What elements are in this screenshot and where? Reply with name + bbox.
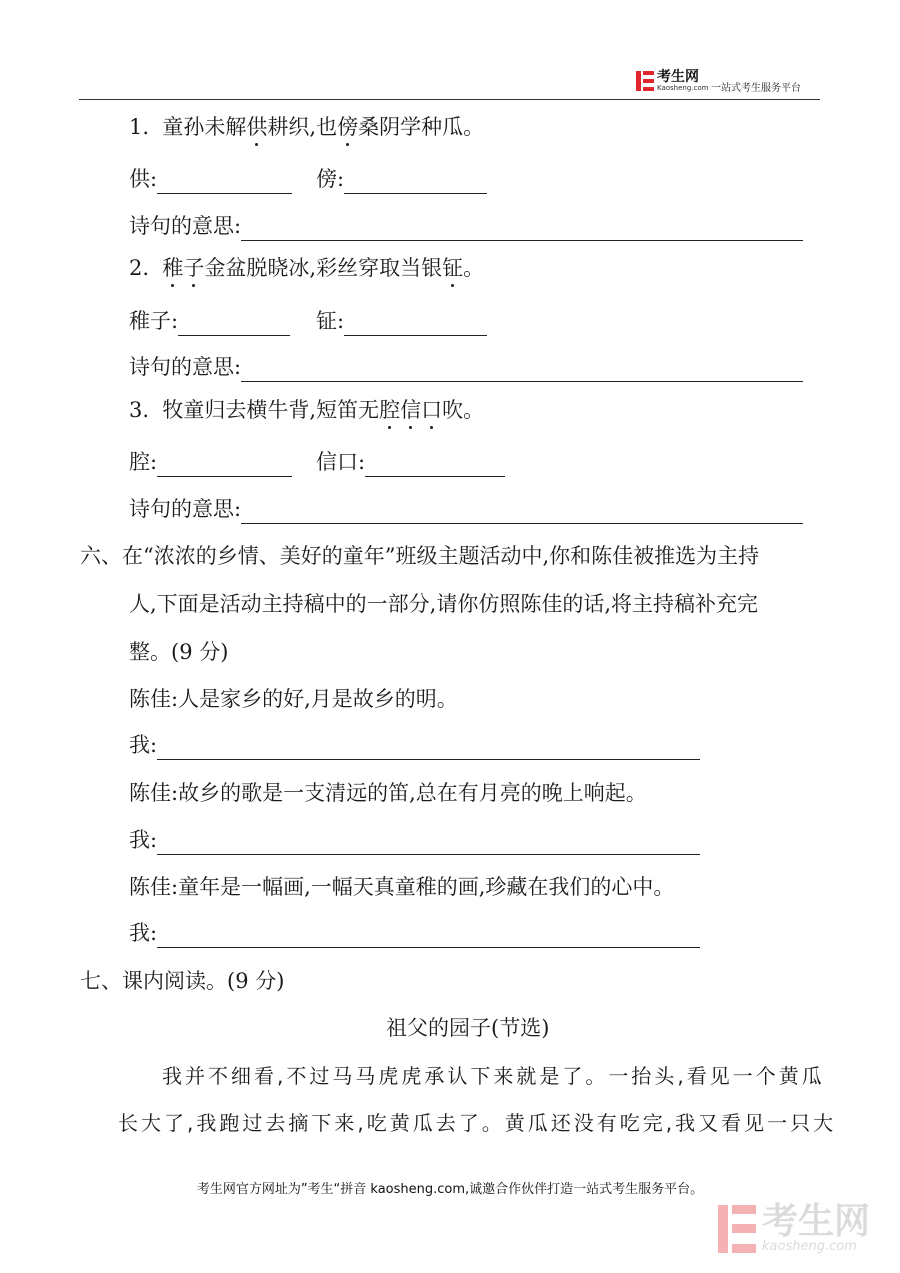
poem-1-word-2: 傍: xyxy=(316,164,487,194)
q7-heading: 七、课内阅读。(9 分) xyxy=(80,969,285,993)
reading-paragraph-line-2: 长大了,我跑过去摘下来,吃黄瓜去了。黄瓜还没有吃完,我又看见一只大 xyxy=(118,1111,837,1135)
q6-chenjia-3: 陈佳:童年是一幅画,一幅天真童稚的画,珍藏在我们的心中。 xyxy=(129,875,675,899)
q6-prompt-line-2: 人,下面是活动主持稿中的一部分,请你仿照陈佳的话,将主持稿补充完 xyxy=(129,592,759,616)
poem-3-line: 3. 牧童归去横牛背,短笛无腔信口吹。 xyxy=(129,398,485,422)
answer-blank[interactable] xyxy=(157,925,700,948)
answer-blank[interactable] xyxy=(157,171,292,194)
emphasis-char: 傍 xyxy=(337,115,359,139)
logo-domain: Kaosheng.com xyxy=(657,84,709,92)
q6-prompt-line-3: 整。(9 分) xyxy=(129,640,229,664)
reading-title: 祖父的园子(节选) xyxy=(386,1016,550,1040)
kaosheng-watermark-icon xyxy=(718,1205,756,1253)
logo-name: 考生网 xyxy=(657,69,699,85)
footer-note: 考生网官方网址为”考生“拼音 kaosheng.com,诚邀合作伙伴打造一站式考生服务平台。 xyxy=(196,1182,704,1197)
poem-1-meaning: 诗句的意思: xyxy=(129,211,803,241)
q6-chenjia-2: 陈佳:故乡的歌是一支清远的笛,总在有月亮的晚上响起。 xyxy=(129,781,647,805)
answer-blank[interactable] xyxy=(344,171,487,194)
answer-blank[interactable] xyxy=(157,454,292,477)
emphasis-char: 供 xyxy=(246,115,268,139)
answer-blank[interactable] xyxy=(241,359,803,382)
q6-chenjia-1: 陈佳:人是家乡的好,月是故乡的明。 xyxy=(129,687,458,711)
q6-answer-1: 我: xyxy=(129,730,700,760)
answer-blank[interactable] xyxy=(157,737,700,760)
watermark-name: 考生网 xyxy=(762,1201,871,1242)
answer-blank[interactable] xyxy=(178,313,290,336)
poem-1-line: 1. 童孙未解供耕织,也傍桑阴学种瓜。 xyxy=(129,115,485,139)
header-divider xyxy=(79,99,820,100)
poem-3-word-1: 腔: xyxy=(129,447,292,477)
q6-answer-2: 我: xyxy=(129,825,700,855)
q6-answer-3: 我: xyxy=(129,918,700,948)
emphasis-char: 腔 xyxy=(379,398,401,422)
watermark xyxy=(718,1201,871,1254)
reading-paragraph-line-1: 我并不细看,不过马马虎虎承认下来就是了。一抬头,看见一个黄瓜 xyxy=(162,1064,825,1088)
kaosheng-logo-icon xyxy=(636,71,654,91)
poem-2-word-2: 钲: xyxy=(316,306,487,336)
emphasis-char: 钲 xyxy=(442,256,464,280)
emphasis-char: 稚 xyxy=(162,256,184,280)
answer-blank[interactable] xyxy=(241,218,803,241)
header-logo xyxy=(636,70,709,92)
header-tagline: 一站式考生服务平台 xyxy=(711,83,801,94)
watermark-domain: kaosheng.com xyxy=(762,1239,857,1254)
poem-2-line: 2. 稚子金盆脱晓冰,彩丝穿取当银钲。 xyxy=(129,256,485,280)
poem-3-word-2: 信口: xyxy=(316,447,505,477)
answer-blank[interactable] xyxy=(344,313,487,336)
answer-blank[interactable] xyxy=(157,832,700,855)
emphasis-char: 信 xyxy=(400,398,422,422)
poem-1-word-1: 供: xyxy=(129,164,292,194)
emphasis-char: 子 xyxy=(183,256,205,280)
answer-blank[interactable] xyxy=(365,454,505,477)
emphasis-char: 口 xyxy=(421,398,443,422)
poem-2-word-1: 稚子: xyxy=(129,306,290,336)
poem-3-meaning: 诗句的意思: xyxy=(129,494,803,524)
q6-prompt-line-1: 六、在“浓浓的乡情、美好的童年”班级主题活动中,你和陈佳被推选为主持 xyxy=(80,544,760,568)
poem-2-meaning: 诗句的意思: xyxy=(129,352,803,382)
answer-blank[interactable] xyxy=(241,501,803,524)
